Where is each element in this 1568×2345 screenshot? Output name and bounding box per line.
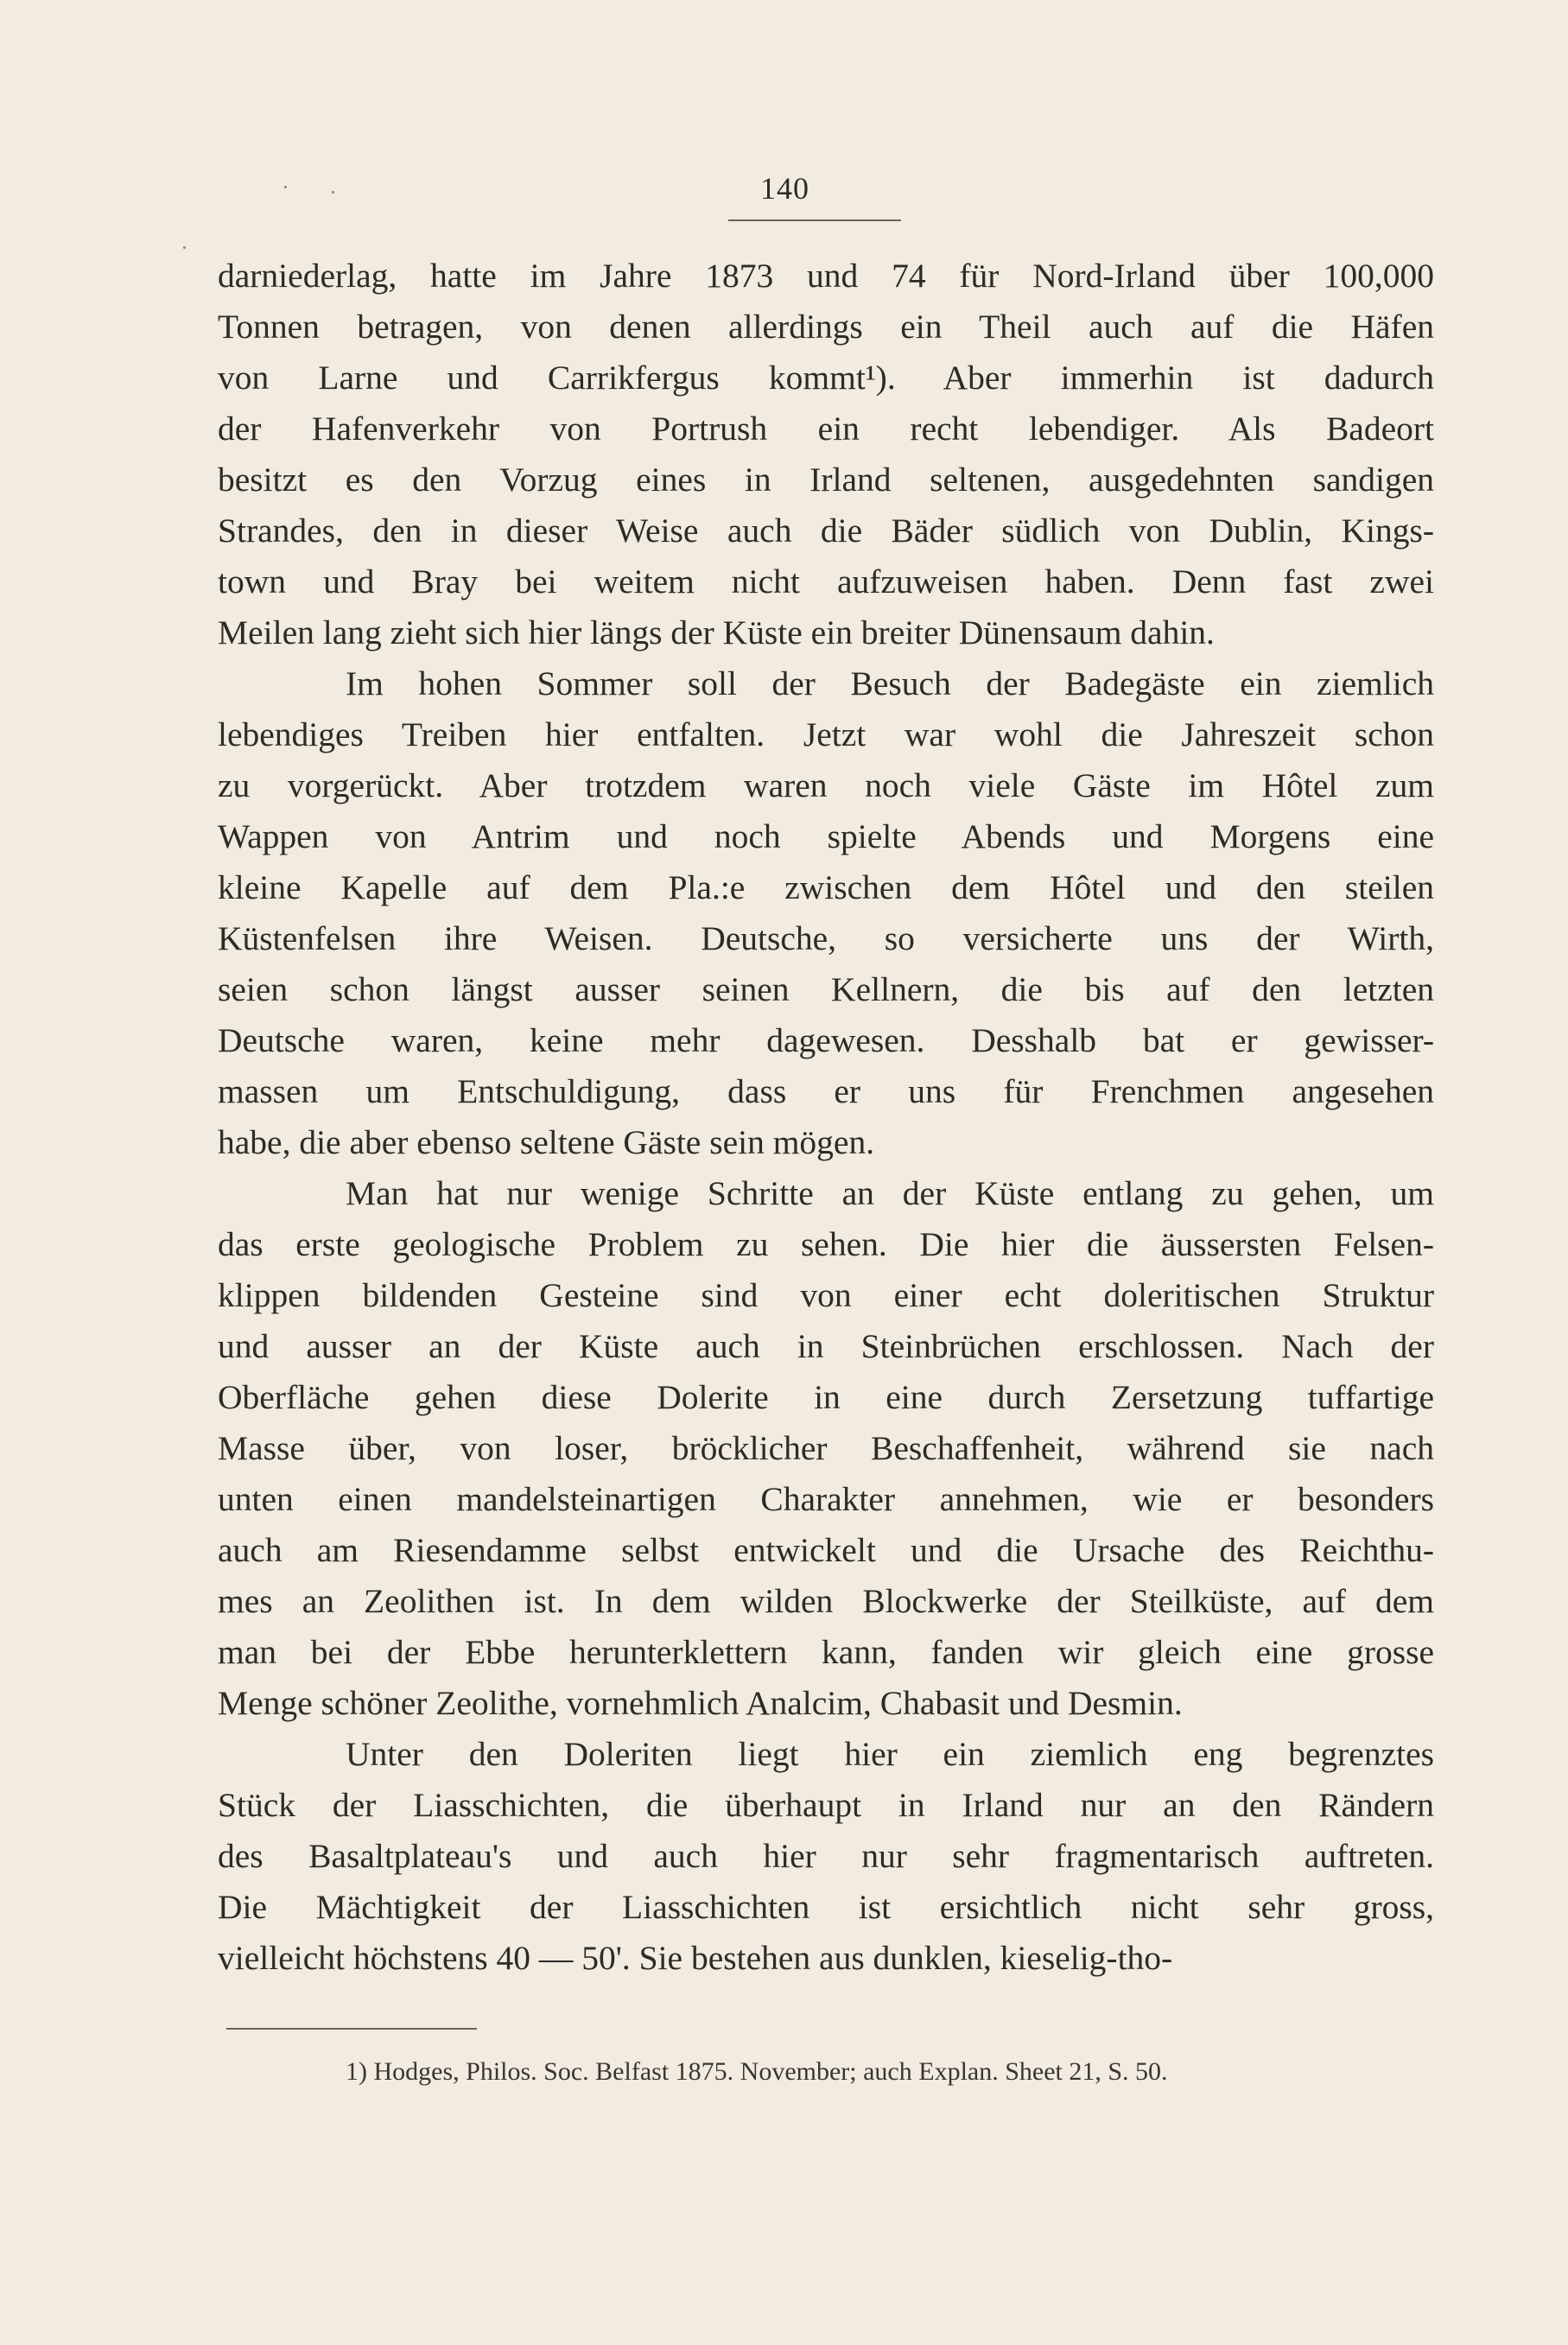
- text-line: zu vorgerückt. Aber trotzdem waren noch viele Gäste im Hôtel zum: [218, 766, 1434, 804]
- text-line: mes an Zeolithen ist. In dem wilden Blockwerke der Steilküste, auf dem: [218, 1582, 1434, 1620]
- text-line: Wappen von Antrim und noch spielte Abends und Morgens eine: [218, 817, 1434, 855]
- text-line: Masse über, von loser, bröcklicher Beschaffenheit, während sie nach: [218, 1429, 1434, 1467]
- text-line: man bei der Ebbe herunterklettern kann, fanden wir gleich eine grosse: [218, 1633, 1434, 1671]
- text-line: town und Bray bei weitem nicht aufzuweisen haben. Denn fast zwei: [218, 562, 1434, 601]
- text-line: lebendiges Treiben hier entfalten. Jetzt war wohl die Jahreszeit schon: [218, 715, 1434, 753]
- text-line: vielleicht höchstens 40 — 50'. Sie bestehen aus dunklen, kieselig-tho-: [218, 1939, 1173, 1977]
- text-line: Meilen lang zieht sich hier längs der Küste ein breiter Dünensaum dahin.: [218, 613, 1215, 651]
- text-line: der Hafenverkehr von Portrush ein recht lebendiger. Als Badeort: [218, 410, 1434, 448]
- text-line: von Larne und Carrikfergus kommt¹). Aber immerhin ist dadurch: [218, 359, 1434, 397]
- footnote-rule: [226, 2028, 477, 2030]
- text-line: Strandes, den in dieser Weise auch die Bäder südlich von Dublin, Kings-: [218, 512, 1434, 550]
- body-text: [218, 251, 1434, 1984]
- text-line: massen um Entschuldigung, dass er uns für Frenchmen angesehen: [218, 1072, 1434, 1110]
- text-line: Man hat nur wenige Schritte an der Küste entlang zu gehen, um: [346, 1174, 1434, 1212]
- text-line: und ausser an der Küste auch in Steinbrüchen erschlossen. Nach der: [218, 1327, 1434, 1365]
- text-line: klippen bildenden Gesteine sind von einer echt doleritischen Struktur: [218, 1276, 1434, 1314]
- text-line: das erste geologische Problem zu sehen. Die hier die äussersten Felsen-: [218, 1225, 1434, 1263]
- footnote: 1) Hodges, Philos. Soc. Belfast 1875. November; auch Explan. Sheet 21, S. 50.: [346, 2057, 1168, 2086]
- text-line: Küstenfelsen ihre Weisen. Deutsche, so versicherte uns der Wirth,: [218, 919, 1434, 957]
- text-line: Im hohen Sommer soll der Besuch der Badegäste ein ziemlich: [346, 664, 1434, 702]
- text-line: des Basaltplateau's und auch hier nur sehr fragmentarisch auftreten.: [218, 1837, 1434, 1875]
- text-line: Tonnen betragen, von denen allerdings ein Theil auch auf die Häfen: [218, 308, 1434, 346]
- text-line: seien schon längst ausser seinen Kellnern, die bis auf den letzten: [218, 970, 1434, 1008]
- text-line: Menge schöner Zeolithe, vornehmlich Analcim, Chabasit und Desmin.: [218, 1684, 1183, 1722]
- text-line: auch am Riesendamme selbst entwickelt und die Ursache des Reichthu-: [218, 1531, 1434, 1569]
- text-line: kleine Kapelle auf dem Pla.:e zwischen dem Hôtel und den steilen: [218, 868, 1434, 906]
- paper-speck: [332, 191, 334, 194]
- page-number: 140: [760, 171, 809, 206]
- text-line: besitzt es den Vorzug eines in Irland seltenen, ausgedehnten sandigen: [218, 461, 1434, 499]
- text-line: Die Mächtigkeit der Liasschichten ist ersichtlich nicht sehr gross,: [218, 1888, 1434, 1926]
- page-number-rule: [728, 219, 901, 221]
- paper-speck: [183, 246, 186, 249]
- text-line: unten einen mandelsteinartigen Charakter annehmen, wie er besonders: [218, 1480, 1434, 1518]
- text-line: Unter den Doleriten liegt hier ein ziemlich eng begrenztes: [346, 1735, 1434, 1773]
- text-line: Oberfläche gehen diese Dolerite in eine durch Zersetzung tuffartige: [218, 1378, 1434, 1416]
- paper-speck: [284, 186, 287, 188]
- text-line: Stück der Liasschichten, die überhaupt in Irland nur an den Rändern: [218, 1786, 1434, 1824]
- text-line: darniederlag, hatte im Jahre 1873 und 74 für Nord-Irland über 100,000: [218, 257, 1434, 295]
- text-line: habe, die aber ebenso seltene Gäste sein mögen.: [218, 1123, 875, 1161]
- text-line: Deutsche waren, keine mehr dagewesen. Desshalb bat er gewisser-: [218, 1021, 1434, 1059]
